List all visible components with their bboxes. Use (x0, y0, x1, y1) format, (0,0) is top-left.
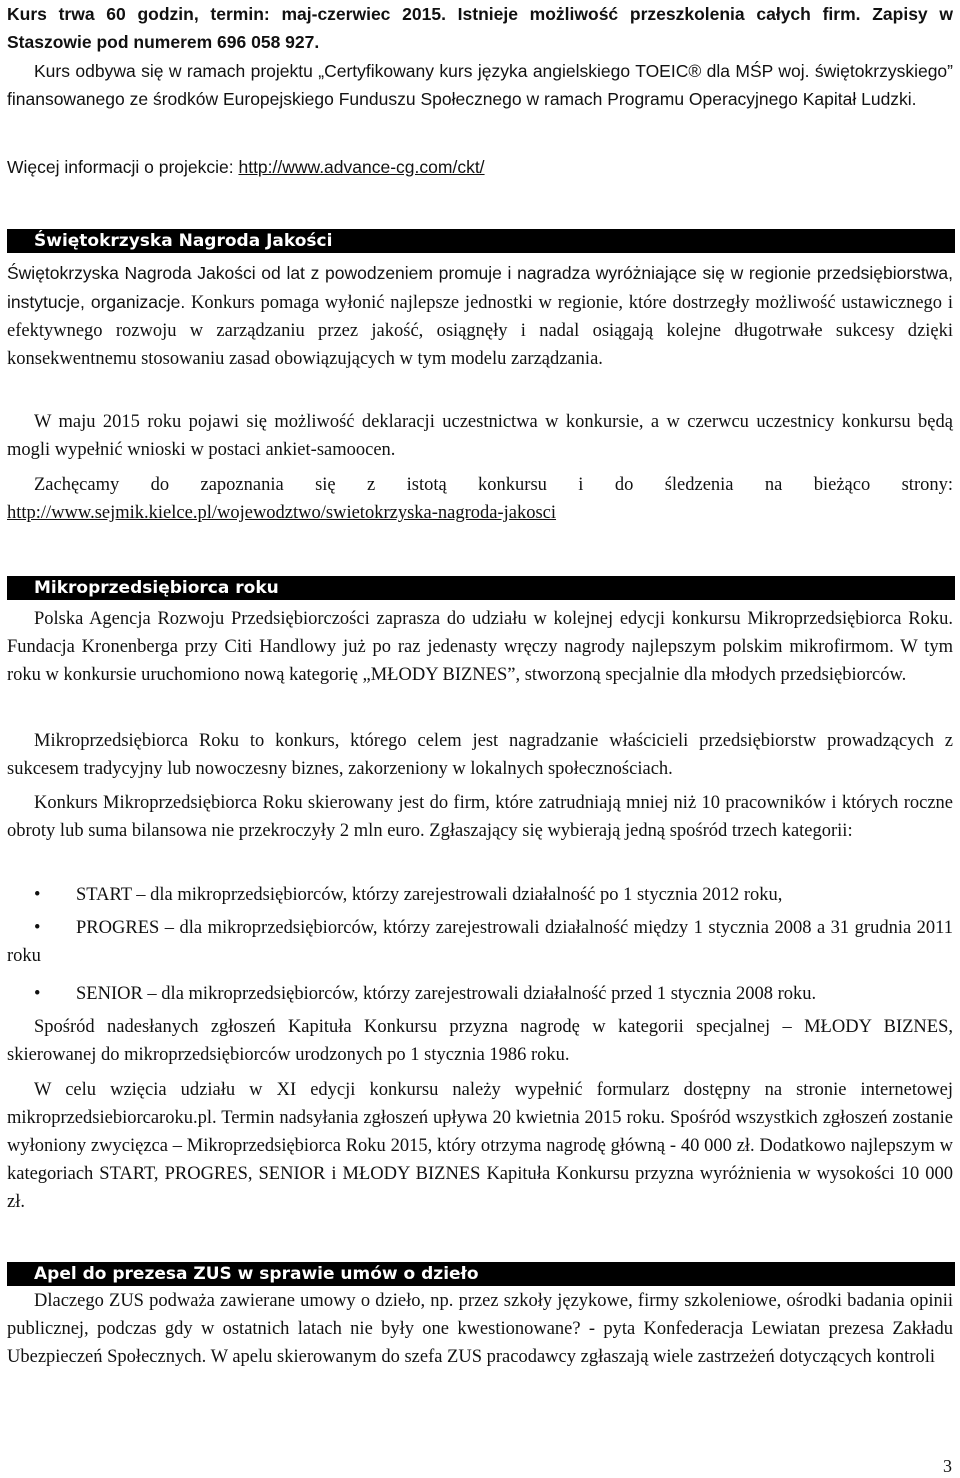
micro-paragraph-2: Mikroprzedsiębiorca Roku to konkurs, którego celem jest nagradzanie właścicieli przedsiębiorstw prowadzących z sukcesem tradycyjny lub nowoczesny biznes, zakorzeniony w lokalnych społecznościach. (7, 731, 953, 779)
list-item (7, 914, 953, 970)
quality-award-paragraph-1 (7, 259, 953, 373)
micro-paragraph-4: Spośród nadesłanych zgłoszeń Kapituła Konkursu przyzna nagrodę w kategorii specjalnej – MŁODY BIZNES, skierowanej do mikroprzedsiębiorców urodzonych po 1 stycznia 1986 roku. (7, 1017, 953, 1065)
list-item (7, 881, 953, 909)
bullet-icon: • (34, 885, 41, 905)
micro-paragraph-1: Polska Agencja Rozwoju Przedsiębiorczości zaprasza do udziału w kolejnej edycji konkursu Mikroprzedsiębiorca Roku. Fundacja Kronenberga przy Citi Handlowy już po raz jedenasty wręczy nagrody najlepszym polskim mikrofirmom. W tym roku w konkursie uruchomiono nową kategorię „MŁODY BIZNES”, stworzoną specjalnie dla młodych przedsiębiorców. (7, 609, 953, 685)
quality-award-invite: Zachęcamy do zapoznania się z istotą konkursu i do śledzenia na bieżąco strony: (34, 475, 953, 495)
course-info-paragraph: Kurs trwa 60 godzin, termin: maj-czerwiec 2015. Istnieje możliwość przeszkolenia całych firm. Zapisy w Staszowie pod numerem 696 058 927. (7, 4, 953, 52)
section-heading-microentrepreneur: Mikroprzedsiębiorca roku (7, 576, 955, 600)
page-number: 3 (943, 1456, 952, 1476)
quality-award-paragraph-2: W maju 2015 roku pojawi się możliwość deklaracji uczestnictwa w konkursie, a w czerwcu uczestnicy konkursu będą mogli wypełnić wnioski w postaci ankiet-samoocen. (7, 412, 953, 460)
section-heading-zus-appeal: Apel do prezesa ZUS w sprawie umów o dzieło (7, 1262, 955, 1286)
list-item-text: PROGRES – dla mikroprzedsiębiorców, którzy zarejestrowali działalność między 1 stycznia 2008 a 31 grudnia 2011 roku (7, 918, 953, 966)
quality-award-paragraph-3 (7, 471, 953, 527)
bullet-icon: • (34, 918, 41, 938)
quality-award-body: Konkurs pomaga wyłonić najlepsze jednostki w regionie, które dostrzegły możliwość ustawicznego i efektywnego rozwoju w zarządzaniu przez jakość, osiągnęły i nadal osiągają kolejne długotrwałe sukcesy dzięki konsekwentnemu stosowaniu zasad obowiązujących w tym modelu zarządzania. (7, 293, 953, 369)
quality-award-intro: Świętokrzyska Nagroda Jakości od lat z powodzeniem promuje i nagradza wyróżniające się w regionie przedsiębiorstwa, instytucje, organizacje. (7, 263, 953, 312)
list-item-text: START – dla mikroprzedsiębiorców, którzy zarejestrowali działalność po 1 stycznia 2012 roku, (76, 885, 783, 905)
project-info-paragraph: Kurs odbywa się w ramach projektu „Certyfikowany kurs języka angielskiego TOEIC® dla MŚP woj. świętokrzyskiego” finansowanego ze środków Europejskiego Funduszu Społecznego w ramach Programu Operacyjnego Kapitał Ludzki. (7, 61, 953, 109)
more-info-line (7, 153, 953, 181)
section-heading-quality-award: Świętokrzyska Nagroda Jakości (7, 229, 955, 253)
zus-paragraph-1: Dlaczego ZUS podważa zawierane umowy o dzieło, np. przez szkoły językowe, firmy szkoleniowe, ośrodki badania opinii publicznej, podczas gdy w ostatnich latach nie były one kwestionowane? - pyta Konfederacja Lewiatan prezesa Zakładu Ubezpieczeń Społecznych. W apelu skierowanym do szefa ZUS pracodawcy zgłaszają wiele zastrzeżeń dotyczących kontroli (7, 1291, 953, 1367)
sejmik-link[interactable]: http://www.sejmik.kielce.pl/wojewodztwo/swietokrzyska-nagroda-jakosci (7, 503, 557, 523)
project-link[interactable]: http://www.advance-cg.com/ckt/ (238, 157, 485, 177)
list-item-text: SENIOR – dla mikroprzedsiębiorców, którzy zarejestrowali działalność przed 1 stycznia 2008 roku. (76, 984, 817, 1004)
bullet-icon: • (34, 984, 41, 1004)
micro-paragraph-5: W celu wzięcia udziału w XI edycji konkursu należy wypełnić formularz dostępny na stronie internetowej mikroprzedsiebiorcaroku.pl. Termin nadsyłania zgłoszeń upływa 20 kwietnia 2015 roku. Spośród wszystkich zgłoszeń zostanie wyłoniony zwycięzca – Mikroprzedsiębiorca Roku 2015, który otrzyma nagrodę główną - 40 000 zł. Dodatkowo najlepszym w kategoriach START, PROGRES, SENIOR i MŁODY BIZNES Kapituła Konkursu przyzna wyróżnienia w wysokości 10 000 zł. (7, 1080, 953, 1212)
list-item (7, 980, 953, 1008)
more-info-label: Więcej informacji o projekcie: (7, 157, 239, 177)
micro-paragraph-3: Konkurs Mikroprzedsiębiorca Roku skierowany jest do firm, które zatrudniają mniej niż 10 pracowników i których roczne obroty lub suma bilansowa nie przekroczyły 2 mln euro. Zgłaszający się wybierają jedną spośród trzech kategorii: (7, 793, 953, 841)
